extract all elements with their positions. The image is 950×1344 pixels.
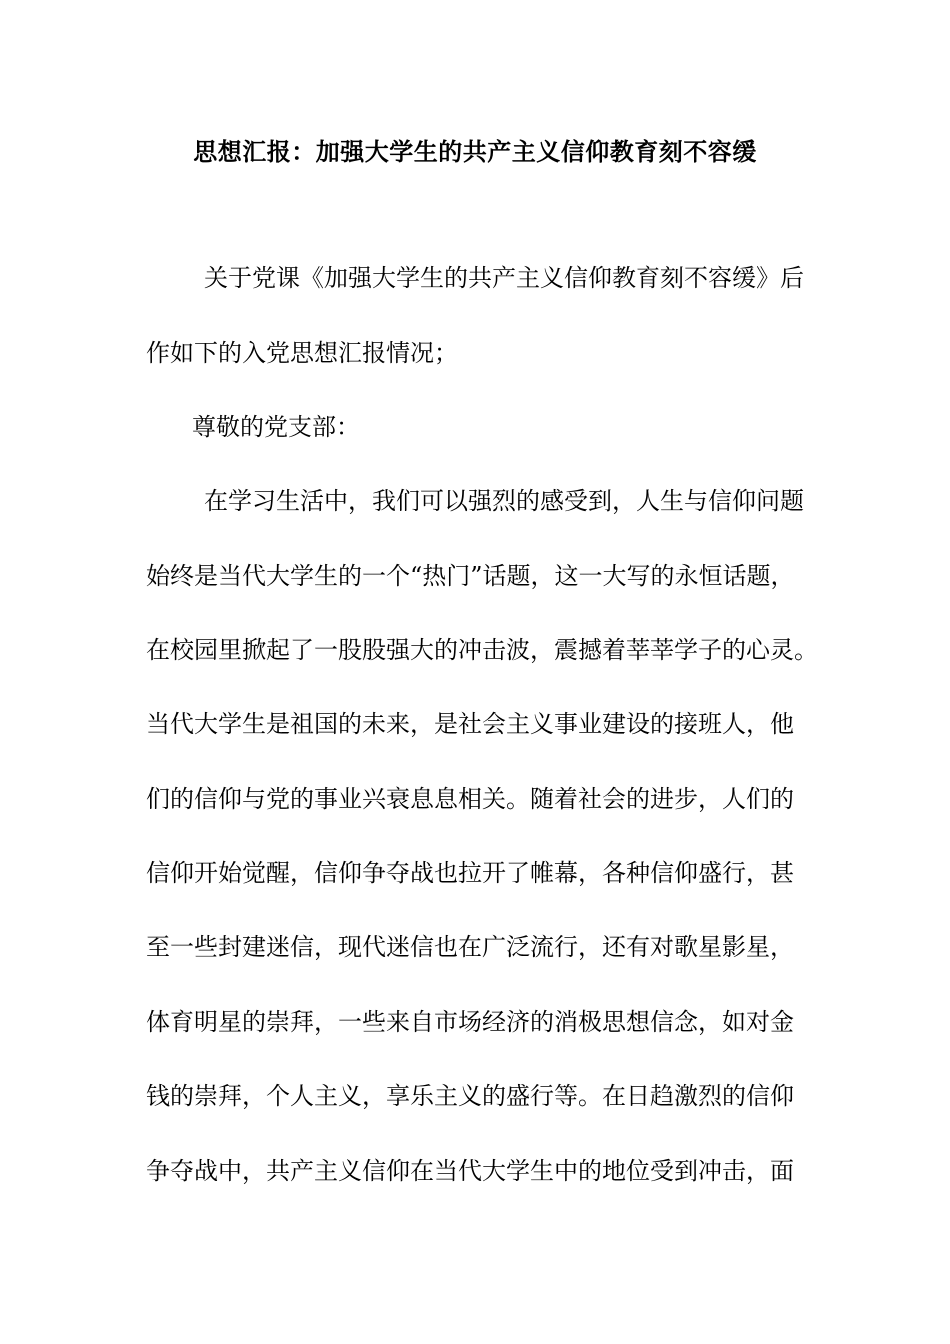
body-line: 钱的崇拜，个人主义，享乐主义的盛行等。在日趋激烈的信仰 — [146, 1082, 794, 1110]
body-line: 当代大学生是祖国的未来，是社会主义事业建设的接班人，他 — [146, 710, 794, 738]
body-line: 信仰开始觉醒，信仰争夺战也拉开了帷幕，各种信仰盛行，甚 — [146, 859, 794, 887]
body-line: 体育明星的崇拜，一些来自市场经济的消极思想信念，如对金 — [146, 1008, 794, 1036]
salutation: 尊敬的党支部： — [192, 413, 360, 441]
body-line: 作如下的入党思想汇报情况； — [146, 339, 458, 367]
body-line: 争夺战中，共产主义信仰在当代大学生中的地位受到冲击，面 — [146, 1157, 794, 1185]
body-line: 在学习生活中，我们可以强烈的感受到，人生与信仰问题 — [204, 487, 804, 515]
body-line: 关于党课《加强大学生的共产主义信仰教育刻不容缓》后 — [204, 264, 804, 292]
body-line: 始终是当代大学生的一个“热门”话题，这一大写的永恒话题， — [146, 562, 795, 590]
body-line: 在校园里掀起了一股股强大的冲击波，震撼着莘莘学子的心灵。 — [146, 636, 818, 664]
body-line: 们的信仰与党的事业兴衰息息相关。随着社会的进步，人们的 — [146, 785, 794, 813]
document-title: 思想汇报：加强大学生的共产主义信仰教育刻不容缓 — [193, 138, 757, 166]
body-line: 至一些封建迷信，现代迷信也在广泛流行，还有对歌星影星， — [146, 933, 794, 961]
